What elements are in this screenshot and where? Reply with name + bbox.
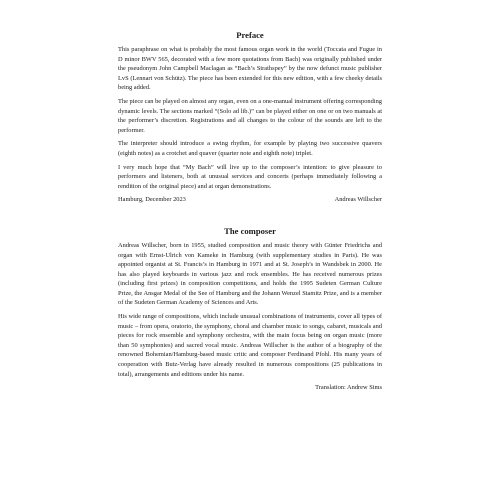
preface-section bbox=[118, 30, 382, 205]
preface-paragraph-1: This paraphrase on what is probably the most famous organ work in the world (Toccata and Fugue in D minor BWV 565, decorated with a few more quotations from Bach) was originally published under the pseudonym John Campbell Maclagan as “Bach’s Strathspey” by the now defunct music publisher LvS (Lennart von Schütz). The piece has been extended for this new edition, with a few cheeky details being added. bbox=[118, 46, 382, 92]
composer-section bbox=[118, 226, 382, 393]
preface-paragraph-4: I very much hope that “My Bach” will live up to the composer’s intention: to give pleasure to performers and listeners, both at unusual services and concerts (perhaps immediately following a rendition of the original piece) and at organ demonstrations. bbox=[118, 163, 382, 190]
document-page bbox=[118, 30, 382, 393]
author-name: Andreas Willscher bbox=[334, 196, 382, 204]
preface-paragraph-3: The interpreter should introduce a swing rhythm, for example by playing two successive quavers (eighth notes) as a crotchet and quaver (quarter note and eighth note) triplet. bbox=[118, 140, 382, 157]
composer-heading: The composer bbox=[224, 225, 276, 236]
place-date: Hamburg, December 2023 bbox=[118, 196, 186, 204]
preface-paragraph-2: The piece can be played on almost any organ, even on a one-manual instrument offering corresponding dynamic levels. The sections marked “(Solo ad lib.)” can be played either on one or on two manuals at the performer’s discretion. Registrations and all changes to the colour of the sounds are left to the performer. bbox=[118, 97, 382, 134]
translation-credit: Translation: Andrew Sims bbox=[315, 384, 382, 392]
preface-heading: Preface bbox=[236, 30, 264, 40]
preface-signature bbox=[118, 195, 382, 205]
composer-paragraph-1: Andreas Willscher, born in 1955, studied composition and music theory with Günter Friedrichs and organ with Ernst-Ulrich von Kameke in Hamburg (with supplementary studies in Paris). He was appointed organist at St. Francis’s in Hamburg in 1971 and at St. Joseph’s in Wandsbek in 2000. He has also played keyboards in various jazz and rock ensembles. He has received numerous prizes (including first prizes) in composition competitions, and holds the 1995 Sudeten German Culture Prize, the Ansgar Medal of the See of Hamburg and the Johann Wenzel Stamitz Prize, and is a member of the Sudeten German Academy of Sciences and Arts. bbox=[118, 241, 382, 307]
composer-paragraph-2: His wide range of compositions, which include unusual combinations of instruments, cover all types of music – from opera, oratorio, the symphony, choral and chamber music to songs, cabaret, musicals and pieces for rock ensemble and symphony orchestra, with the main focus being on organ music (more than 50 symphonies) and sacred vocal music. Andreas Willscher is the author of a biography of the renowned Bohemian/Hamburg-based music critic and composer Ferdinand Pfohl. His many years of cooperation with Butz-Verlag have already resulted in numerous compositions (25 publications in total), arrangements and editions under his name. bbox=[118, 313, 382, 378]
